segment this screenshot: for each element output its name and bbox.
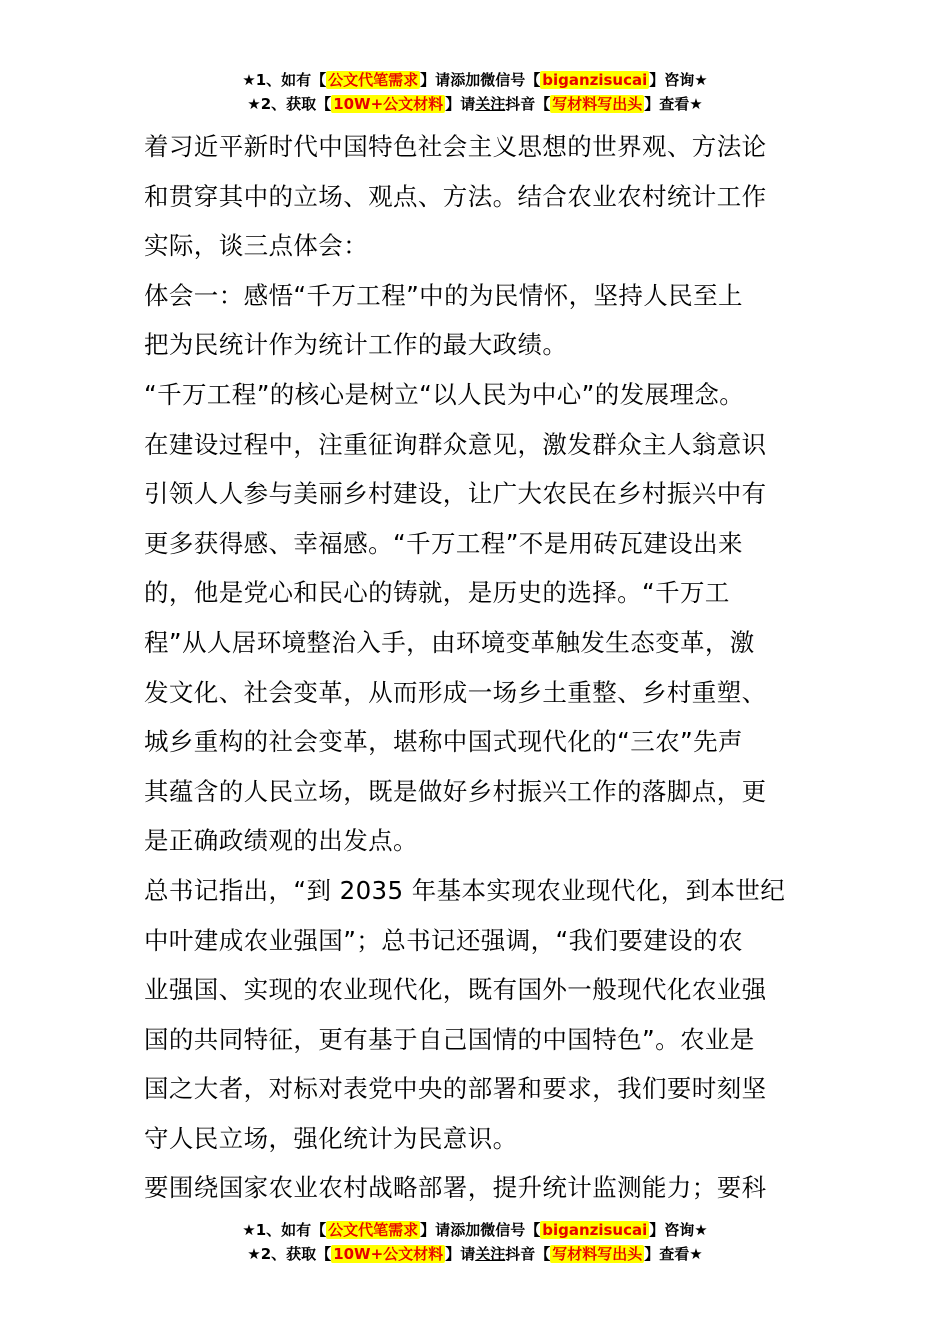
text-line: 程”从人居环境整治入手，由环境变革触发生态变革，激 [144,627,755,657]
text-line: 在建设过程中，注重征询群众意见，激发群众主人翁意识 [144,429,767,459]
text-line: 要围绕国家农业农村战略部署，提升统计监测能力；要科 [144,1173,767,1203]
document-body [144,122,814,1213]
highlight-service: 公文代笔需求 [328,1221,419,1239]
banner-text: 】请 [420,1221,451,1239]
banner-text: 】咨询★ [649,1221,708,1239]
text-line: 发文化、社会变革，从而形成一场乡土重整、乡村重塑、 [144,677,767,707]
banner-text: 抖音【 [505,95,551,113]
banner-text: 】咨询★ [649,71,708,89]
text-line: 国的共同特征，更有基于自己国情的中国特色”。农业是 [144,1024,755,1054]
text-line: 把为民统计作为统计工作的最大政绩。 [144,330,568,360]
text-line: 更多获得感、幸福感。“千万工程”不是用砖瓦建设出来 [144,528,743,558]
highlight-service: 公文代笔需求 [328,71,419,89]
highlight-douyin-account: 写材料写出头 [552,1245,643,1263]
banner-text: 添加 [450,71,481,89]
banner-line-2 [0,1242,950,1266]
banner-text: ★2、获取【 [247,1245,332,1263]
banner-text: ★1、如有【 [242,1221,327,1239]
banner-text: 微信号【 [480,71,541,89]
banner-text: 抖音【 [505,1245,551,1263]
footer-banner [0,1218,950,1266]
banner-line-2 [0,92,950,116]
text-line: 着习近平新时代中国特色社会主义思想的世界观、方法论 [144,132,767,161]
banner-text: 】查看★ [644,95,703,113]
text-line: 体会一：感悟“千万工程”中的为民情怀，坚持人民至上 [144,280,743,310]
banner-text: ★1、如有【 [242,71,327,89]
text-line: 是正确政绩观的出发点。 [144,826,418,856]
banner-text: 添加 [450,1221,481,1239]
text-line: 总书记指出，“到 2035 年基本实现农业现代化，到本世纪 [144,875,786,905]
text-line: 城乡重构的社会变革，堪称中国式现代化的“三农”先声 [144,727,743,757]
highlight-wechat-id: biganzisucai [542,1221,648,1239]
banner-text: 】请 [445,95,476,113]
banner-text: 】请 [420,71,451,89]
text-line: 引领人人参与美丽乡村建设，让广大农民在乡村振兴中有 [144,479,767,509]
highlight-wechat-id: biganzisucai [542,71,648,89]
banner-text: 】请 [445,1245,476,1263]
highlight-douyin-account: 写材料写出头 [552,95,643,113]
text-line: 的，他是党心和民心的铸就，是历史的选择。“千万工 [144,578,730,608]
text-line: 中叶建成农业强国”；总书记还强调，“我们要建设的农 [144,925,743,955]
banner-text: 】查看★ [644,1245,703,1263]
banner-text: 关注 [475,95,506,113]
banner-text: ★2、获取【 [247,95,332,113]
text-line: “千万工程”的核心是树立“以人民为中心”的发展理念。 [144,379,745,409]
text-line: 和贯穿其中的立场、观点、方法。结合农业农村统计工作 [144,181,767,211]
text-line: 守人民立场，强化统计为民意识。 [144,1123,518,1153]
highlight-materials: 10W+公文材料 [333,1245,444,1263]
header-banner [0,68,950,116]
banner-text: 关注 [475,1245,506,1263]
text-line: 国之大者，对标对表党中央的部署和要求，我们要时刻坚 [144,1074,767,1104]
highlight-materials: 10W+公文材料 [333,95,444,113]
text-line: 实际，谈三点体会： [144,231,369,261]
banner-text: 微信号【 [480,1221,541,1239]
text-line: 其蕴含的人民立场，既是做好乡村振兴工作的落脚点，更 [144,776,767,806]
banner-line-1 [0,1218,950,1242]
text-line: 业强国、实现的农业现代化，既有国外一般现代化农业强 [144,975,767,1005]
banner-line-1 [0,68,950,92]
